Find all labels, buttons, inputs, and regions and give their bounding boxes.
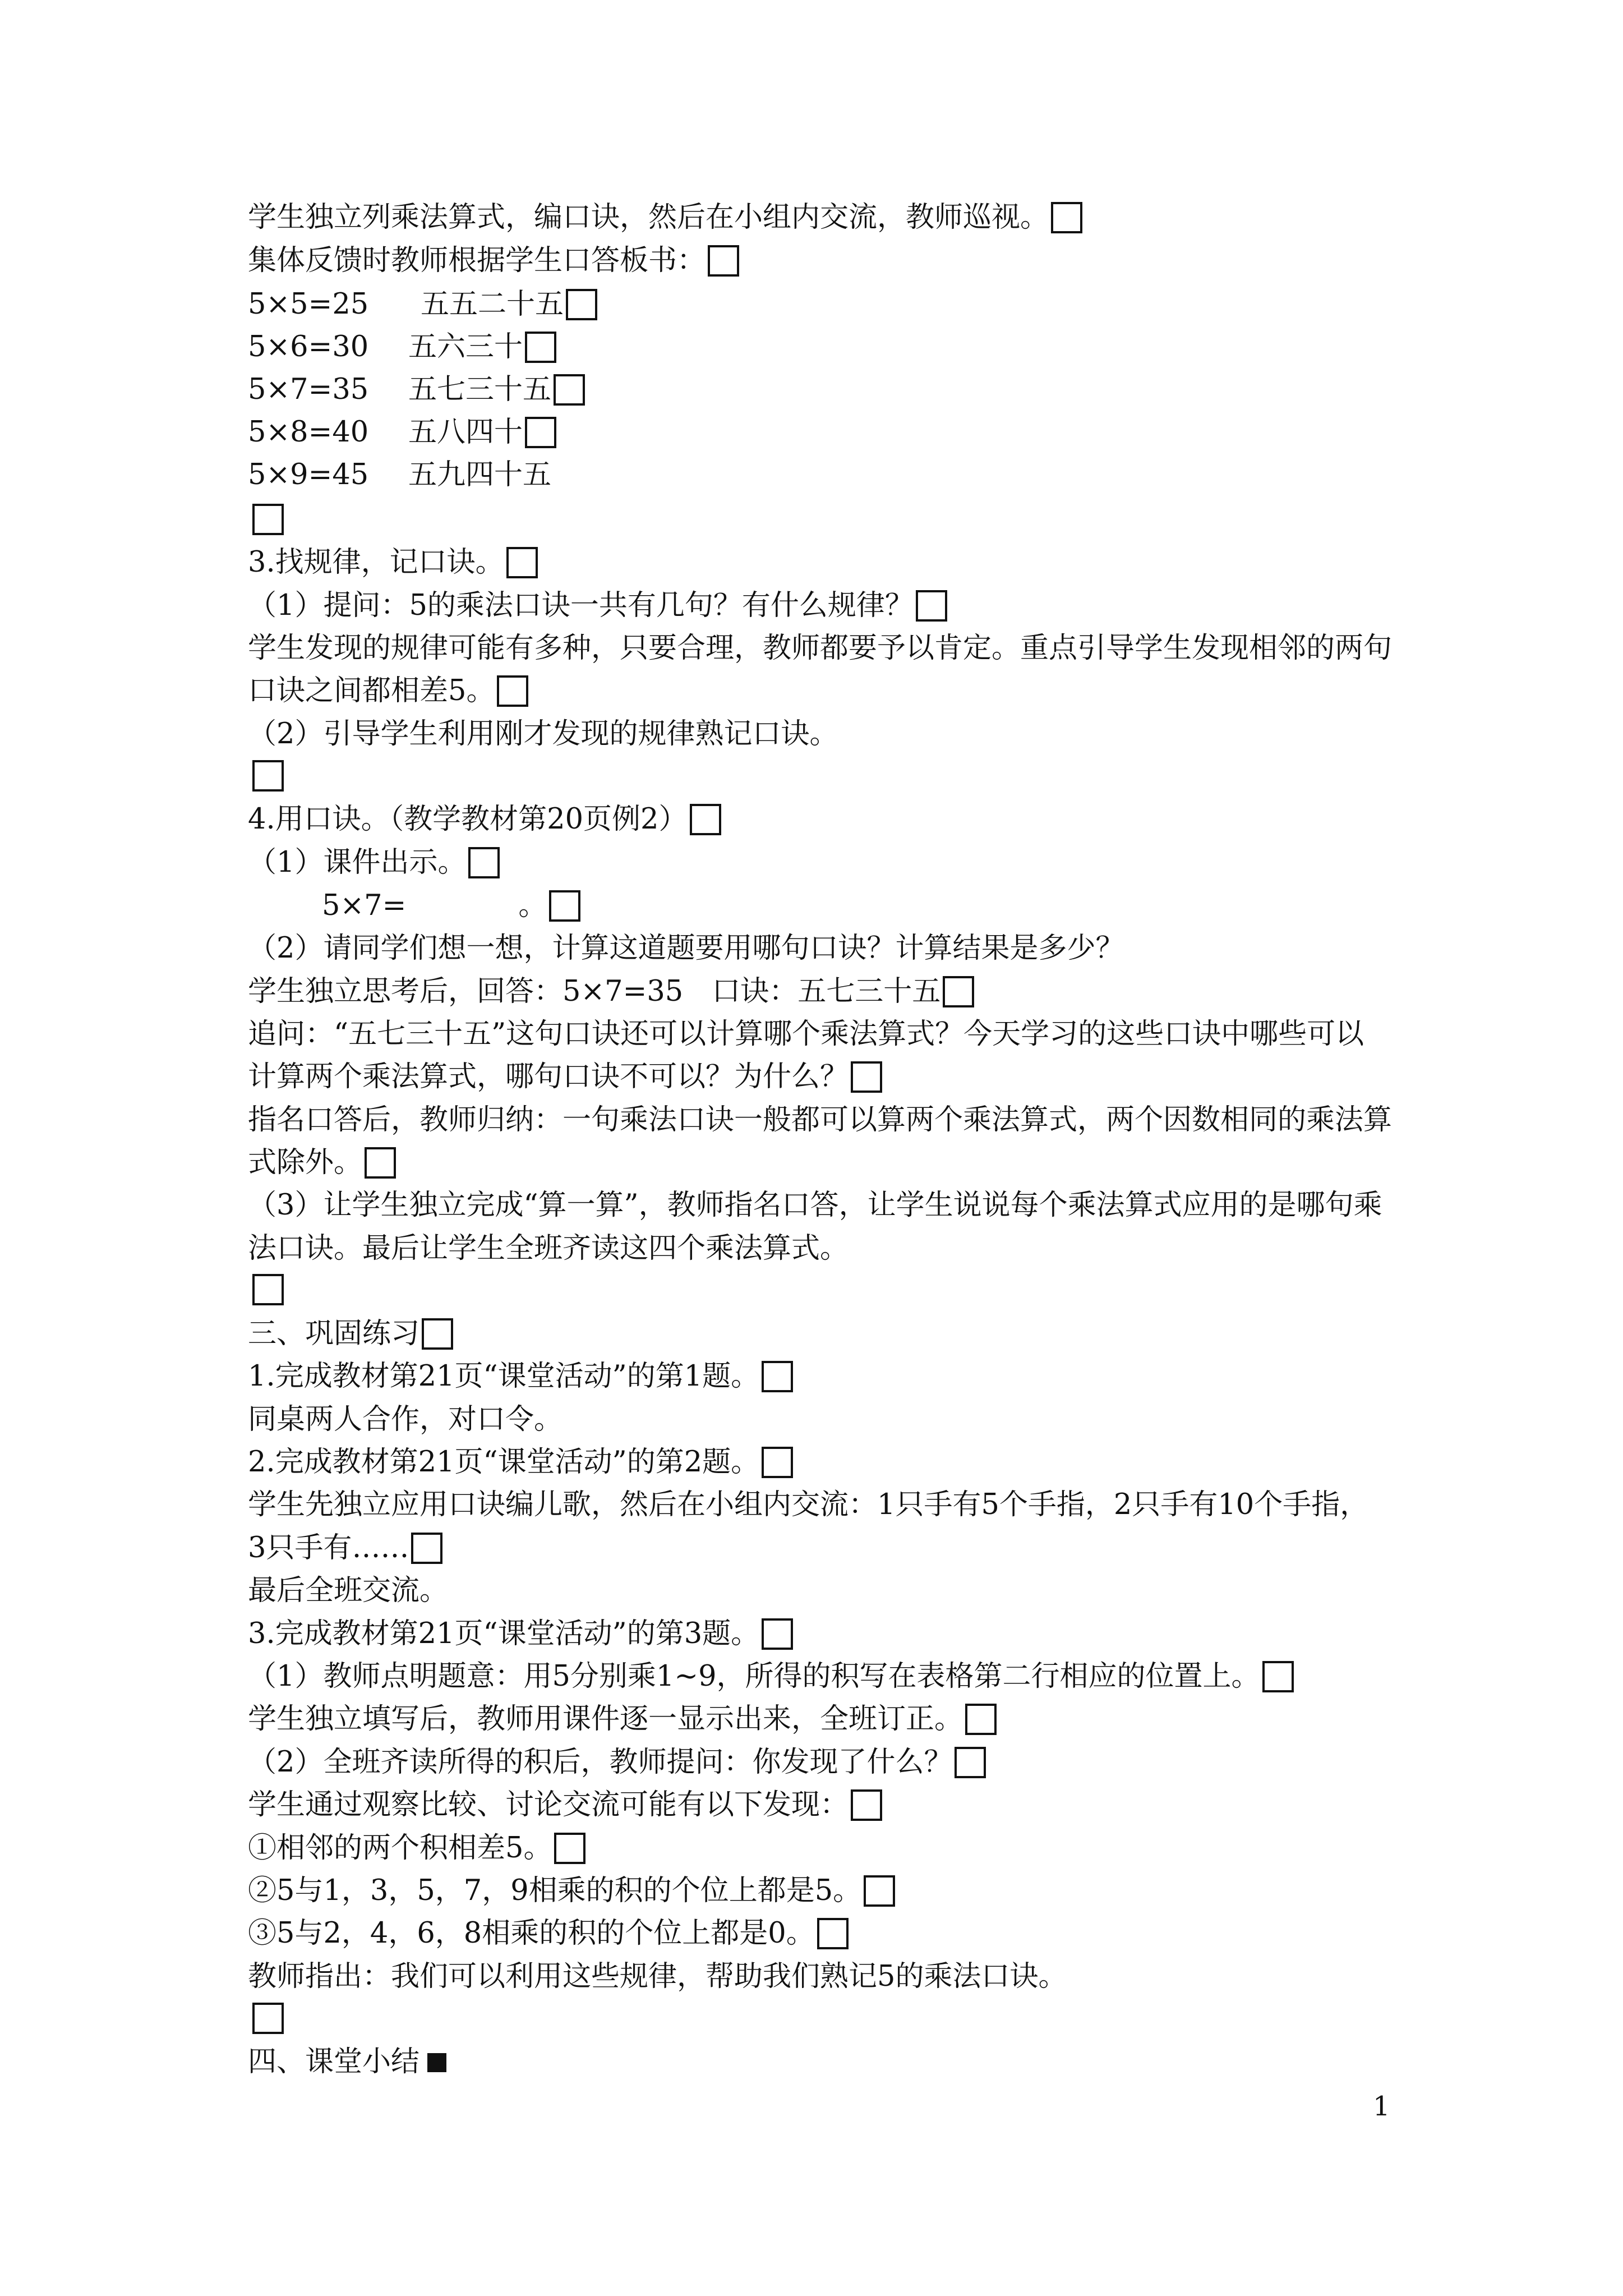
table-row — [248, 328, 556, 367]
checkbox-icon — [817, 1918, 849, 1949]
text-line — [248, 1957, 1067, 1996]
line-text: （1）教师点明题意：用5分别乘1~9，所得的积写在表格第二行相应的位置上。 — [248, 1660, 1260, 1693]
line-text: 式除外。 — [248, 1146, 363, 1179]
text-line — [248, 1101, 1392, 1140]
text-line — [248, 843, 500, 882]
checkbox-icon — [497, 675, 528, 707]
line-text: （2）引导学生利用刚才发现的规律熟记口诀。 — [248, 717, 838, 751]
text-line — [248, 715, 838, 754]
line-text: 学生独立列乘法算式，编口诀，然后在小组内交流，教师巡视。 — [248, 201, 1049, 234]
rhyme: 五五二十五 — [421, 288, 564, 321]
checkbox-icon — [762, 1618, 793, 1650]
section-heading — [248, 2042, 446, 2082]
checkbox-icon — [506, 547, 538, 578]
text-line — [322, 886, 580, 926]
equation: 5×7=35 — [248, 373, 369, 406]
line-text: 追问：“五七三十五”这句口诀还可以计算哪个乘法算式？今天学习的这些口诀中哪些可以 — [248, 1018, 1364, 1051]
checkbox-icon — [566, 289, 597, 320]
line-text: （1）课件出示。 — [248, 846, 467, 879]
line-text: 。 — [518, 889, 547, 922]
equation: 5×6=30 — [248, 330, 369, 364]
line-text: ③5与2，4，6，8相乘的积的个位上都是0。 — [248, 1917, 815, 1950]
text-line — [248, 1571, 448, 1611]
filled-square-icon — [427, 2053, 446, 2072]
table-row — [248, 285, 597, 324]
section-heading — [248, 1314, 453, 1354]
text-line — [248, 1786, 882, 1825]
line-text: ①相邻的两个积相差5。 — [248, 1832, 552, 1865]
checkbox-icon — [525, 417, 556, 448]
text-line — [248, 241, 739, 280]
checkbox-icon — [1262, 1661, 1294, 1692]
line-text: 1.完成教材第21页“课堂活动”的第1题。 — [248, 1360, 760, 1393]
line-text: 指名口答后，教师归纳：一句乘法口诀一般都可以算两个乘法算式，两个因数相同的乘法算 — [248, 1103, 1393, 1137]
checkbox-icon — [549, 890, 580, 922]
line-text: 计算两个乘法算式，哪句口诀不可以？为什么？ — [248, 1060, 849, 1093]
line-text: 集体反馈时教师根据学生口答板书： — [248, 244, 706, 277]
text-line — [248, 1700, 997, 1739]
text-line — [248, 929, 1124, 968]
checkbox-icon — [422, 1318, 453, 1350]
text-line — [248, 1871, 895, 1911]
checkbox-icon — [1051, 202, 1082, 233]
text-line — [248, 1614, 793, 1654]
checkbox-icon — [554, 1833, 585, 1864]
checkbox-icon — [708, 245, 739, 277]
line-text: 学生独立思考后，回答：5×7=35 口诀：五七三十五 — [248, 975, 941, 1008]
text-line — [248, 1529, 442, 1568]
rhyme: 五六三十 — [408, 330, 523, 364]
checkbox-icon — [851, 1789, 882, 1821]
checkbox-icon — [965, 1704, 997, 1735]
line-text: （2）全班齐读所得的积后，教师提问：你发现了什么？ — [248, 1746, 953, 1779]
rhyme: 五七三十五 — [408, 373, 552, 406]
line-text: 4.用口诀。（教学教材第20页例2） — [248, 803, 688, 836]
checkbox-icon — [252, 504, 284, 535]
section-heading — [248, 800, 721, 839]
line-text: （1）提问：5的乘法口诀一共有几句？有什么规律？ — [248, 589, 914, 622]
text-line — [248, 1143, 396, 1182]
checkbox-icon — [468, 847, 500, 878]
checkbox-icon — [411, 1533, 442, 1564]
checkbox-icon — [943, 976, 974, 1007]
line-text: 四、课堂小结 — [248, 2045, 420, 2078]
line-text: 口诀之间都相差5。 — [248, 674, 495, 707]
checkbox-icon — [851, 1061, 882, 1093]
line-text: 3.找规律，记口诀。 — [248, 546, 504, 579]
section-heading — [248, 543, 538, 582]
line-text: ②5与1，3，5，7，9相乘的积的个位上都是5。 — [248, 1874, 862, 1907]
text-line — [248, 1186, 1382, 1225]
text-line — [248, 1229, 849, 1268]
text-line — [248, 1743, 986, 1782]
line-text: 学生通过观察比较、讨论交流可能有以下发现： — [248, 1788, 849, 1821]
text-line — [248, 586, 947, 625]
checkbox-icon — [955, 1747, 986, 1778]
checkbox-icon — [525, 332, 556, 363]
line-text: 法口诀。最后让学生全班齐读这四个乘法算式。 — [248, 1232, 849, 1265]
table-row — [248, 455, 551, 495]
text-line — [248, 1829, 585, 1868]
page-number: 1 — [1373, 2091, 1390, 2122]
text-line — [248, 1057, 882, 1097]
checkbox-icon — [252, 1274, 284, 1305]
text-line — [248, 1400, 562, 1439]
text-line — [248, 629, 1392, 668]
line-text: 学生先独立应用口诀编儿歌，然后在小组内交流：1只手有5个手指，2只手有10个手指， — [248, 1488, 1369, 1521]
checkbox-icon — [252, 760, 284, 792]
equation: 5×7= — [322, 889, 407, 922]
checkbox-icon — [690, 804, 721, 835]
checkbox-icon — [762, 1447, 793, 1478]
rhyme: 五八四十 — [408, 416, 523, 449]
line-text: （2）请同学们想一想，计算这道题要用哪句口诀？计算结果是多少？ — [248, 932, 1124, 965]
line-text: 三、巩固练习 — [248, 1317, 420, 1350]
text-line — [248, 1485, 1368, 1525]
rhyme: 五九四十五 — [408, 458, 552, 491]
line-text: 同桌两人合作，对口令。 — [248, 1403, 563, 1436]
line-text: 学生独立填写后，教师用课件逐一显示出来，全班订正。 — [248, 1703, 963, 1736]
line-text: 3只手有…… — [248, 1531, 409, 1565]
line-text: 学生发现的规律可能有多种，只要合理，教师都要予以肯定。重点引导学生发现相邻的两句 — [248, 632, 1393, 665]
line-text: 3.完成教材第21页“课堂活动”的第3题。 — [248, 1617, 760, 1650]
checkbox-icon — [864, 1875, 895, 1907]
text-line — [248, 1015, 1364, 1054]
equation: 5×8=40 — [248, 416, 369, 449]
line-text: 2.完成教材第21页“课堂活动”的第2题。 — [248, 1446, 760, 1479]
text-line — [248, 1357, 793, 1396]
checkbox-icon — [365, 1147, 396, 1179]
equation: 5×5=25 — [248, 288, 369, 321]
line-text: 教师指出：我们可以利用这些规律，帮助我们熟记5的乘法口诀。 — [248, 1960, 1067, 1993]
equation: 5×9=45 — [248, 458, 369, 491]
checkbox-icon — [252, 2003, 284, 2034]
text-line — [248, 671, 528, 711]
checkbox-icon — [762, 1361, 793, 1392]
line-text: 最后全班交流。 — [248, 1574, 449, 1607]
text-line — [248, 1657, 1294, 1696]
text-line — [248, 1914, 849, 1953]
table-row — [248, 413, 556, 452]
text-line — [248, 972, 974, 1011]
checkbox-icon — [554, 374, 585, 406]
table-row — [248, 370, 585, 409]
line-text: （3）让学生独立完成“算一算”，教师指名口答，让学生说说每个乘法算式应用的是哪句乘 — [248, 1189, 1382, 1222]
text-line — [248, 1443, 793, 1482]
checkbox-icon — [916, 590, 947, 622]
text-line — [248, 198, 1082, 237]
